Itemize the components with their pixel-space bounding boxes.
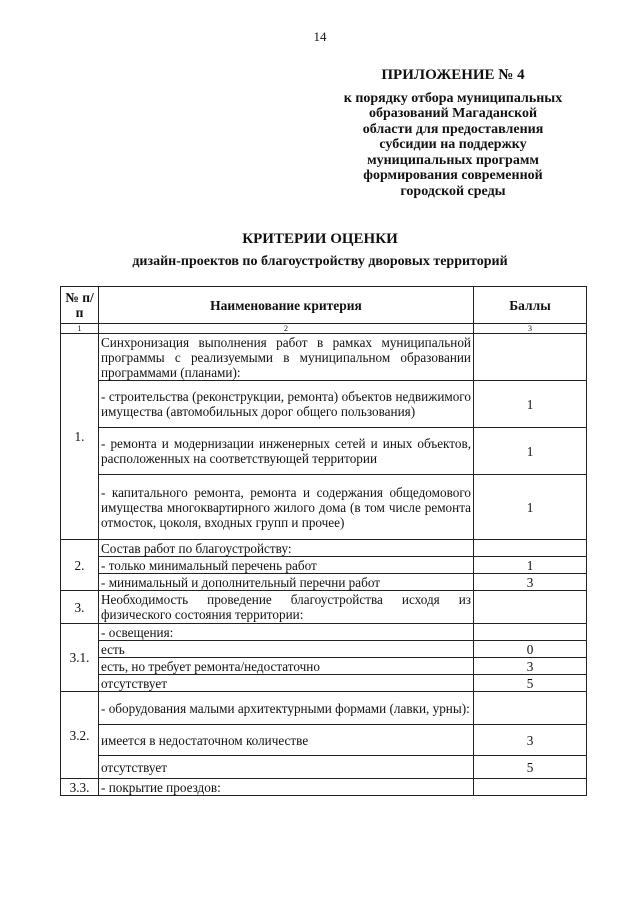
header-score: Баллы [474, 287, 587, 324]
criterion-text: отсутствует [99, 756, 474, 779]
appendix-line: городской среды [400, 183, 506, 199]
header-num: № п/п [61, 287, 99, 324]
appendix-line: к порядку отбора муниципальных [343, 90, 563, 106]
appendix-line: субсидии на поддержку [379, 137, 527, 152]
score-cell [474, 334, 587, 381]
criterion-text: - только минимальный перечень работ [99, 557, 474, 574]
appendix-line: образований Магаданской [368, 106, 538, 121]
table-row [61, 692, 587, 725]
row-number: 3.3. [61, 779, 99, 796]
criterion-text: - строительства (реконструкции, ремонта) объектов недвижимого имущества (автомобильных дорог общего пользования) [99, 381, 474, 428]
table-row [61, 725, 587, 756]
index-cell: 3 [474, 324, 587, 334]
table-row [61, 574, 587, 591]
criterion-text: - капитального ремонта, ремонта и содержания общедомового имущества многоквартирного жилого дома (в том числе ремонта отмосток, цоколя, входных групп и прочее) [99, 475, 474, 540]
criterion-text: есть, но требует ремонта/недостаточно [99, 658, 474, 675]
appendix-line: формирования современной [363, 168, 543, 183]
score-cell [474, 779, 587, 796]
table-row [61, 624, 587, 641]
table-row [61, 381, 587, 428]
score-cell [474, 624, 587, 641]
criterion-text: - оборудования малыми архитектурными формами (лавки, урны): [99, 692, 474, 725]
appendix-block [318, 68, 588, 199]
table-row [61, 641, 587, 658]
table-row [61, 675, 587, 692]
index-row [61, 324, 587, 334]
score-cell: 0 [474, 641, 587, 658]
row-number: 3. [61, 591, 99, 624]
score-cell: 1 [474, 475, 587, 540]
table-row [61, 428, 587, 475]
score-cell: 1 [474, 557, 587, 574]
table-row [61, 779, 587, 796]
table-row [61, 658, 587, 675]
score-cell: 1 [474, 381, 587, 428]
header-name: Наименование критерия [99, 287, 474, 324]
row-number: 3.2. [61, 692, 99, 779]
page-number: 14 [313, 29, 327, 44]
criteria-table [60, 286, 587, 796]
criterion-text: отсутствует [99, 675, 474, 692]
score-cell: 3 [474, 725, 587, 756]
criterion-text: - освещения: [99, 624, 474, 641]
criterion-text: Состав работ по благоустройству: [99, 540, 474, 557]
table-row [61, 334, 587, 381]
score-cell: 3 [474, 658, 587, 675]
table-row [61, 540, 587, 557]
score-cell: 1 [474, 428, 587, 475]
criteria-subtitle: дизайн-проектов по благоустройству дворовых территорий [132, 254, 508, 269]
index-cell: 1 [61, 324, 99, 334]
criterion-text: - ремонта и модернизации инженерных сетей и иных объектов, расположенных на соответствующей территории [99, 428, 474, 475]
criteria-title: КРИТЕРИИ ОЦЕНКИ [242, 231, 398, 247]
score-cell [474, 692, 587, 725]
index-cell: 2 [99, 324, 474, 334]
criterion-text: - минимальный и дополнительный перечни работ [99, 574, 474, 591]
table-row [61, 756, 587, 779]
score-cell: 5 [474, 675, 587, 692]
appendix-title: ПРИЛОЖЕНИЕ № 4 [381, 67, 525, 83]
row-number: 1. [61, 334, 99, 540]
score-cell [474, 591, 587, 624]
criterion-text: имеется в недостаточном количестве [99, 725, 474, 756]
table-row [61, 557, 587, 574]
table-row [61, 475, 587, 540]
score-cell [474, 540, 587, 557]
row-number: 2. [61, 540, 99, 591]
score-cell: 3 [474, 574, 587, 591]
table-header-row [61, 287, 587, 324]
score-cell: 5 [474, 756, 587, 779]
appendix-line: области для предоставления [362, 121, 544, 137]
criterion-text: - покрытие проездов: [99, 779, 474, 796]
appendix-line: муниципальных программ [367, 152, 539, 168]
row-number: 3.1. [61, 624, 99, 692]
criterion-text: Необходимость проведение благоустройства исходя из физического состояния территории: [99, 591, 474, 624]
criterion-text: Синхронизация выполнения работ в рамках муниципальной программы с реализуемыми в муниципальном образовании программами (планами): [99, 334, 474, 381]
table-row [61, 591, 587, 624]
criterion-text: есть [99, 641, 474, 658]
